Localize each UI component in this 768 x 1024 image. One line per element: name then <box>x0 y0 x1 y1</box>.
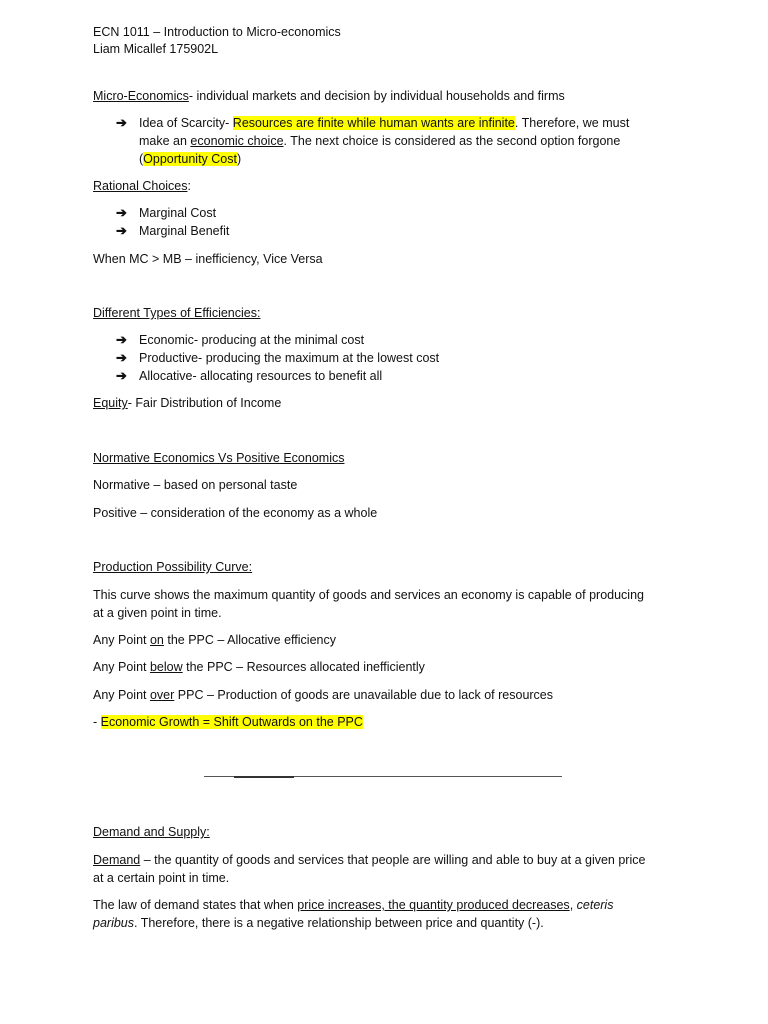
arrow-bullet-icon: ➔ <box>116 223 127 238</box>
opportunity-cost-line: (Opportunity Cost) <box>139 152 242 166</box>
law-of-demand-line-2: paribus. Therefore, there is a negative relationship between price and quantity (-). <box>93 916 544 930</box>
list-item: Economic- producing at the minimal cost <box>139 333 365 347</box>
micro-economics-definition: Micro-Economics- individual markets and decision by individual households and firms <box>93 89 565 103</box>
author-line: Liam Micallef 175902L <box>93 42 219 56</box>
normative-positive-heading: Normative Economics Vs Positive Economics <box>93 451 345 465</box>
demand-definition-line-2: at a certain point in time. <box>93 871 230 885</box>
equity-definition: Equity- Fair Distribution of Income <box>93 396 282 410</box>
list-item: Marginal Cost <box>139 206 217 220</box>
normative-line: Normative – based on personal taste <box>93 478 298 492</box>
opportunity-cost-highlight: Opportunity Cost <box>143 152 237 166</box>
demand-supply-heading: Demand and Supply: <box>93 825 210 839</box>
ppc-on-line: Any Point on the PPC – Allocative efficiency <box>93 633 336 647</box>
efficiencies-heading: Different Types of Efficiencies: <box>93 306 261 320</box>
course-title: ECN 1011 – Introduction to Micro-economics <box>93 25 341 39</box>
rational-choices-heading: Rational Choices: <box>93 179 191 193</box>
horizontal-divider <box>204 776 562 777</box>
ppc-heading: Production Possibility Curve: <box>93 560 253 574</box>
scarcity-line: Idea of Scarcity- Resources are finite while human wants are infinite. Therefore, we must <box>139 116 630 130</box>
ppc-description-line-1: This curve shows the maximum quantity of goods and services an economy is capable of producing <box>93 588 644 602</box>
arrow-bullet-icon: ➔ <box>116 368 127 383</box>
economic-growth-highlight: Economic Growth = Shift Outwards on the PPC <box>100 715 363 729</box>
list-item: Allocative- allocating resources to benefit all <box>139 369 383 383</box>
micro-economics-term: Micro-Economics <box>93 89 189 103</box>
ppc-over-line: Any Point over PPC – Production of goods are unavailable due to lack of resources <box>93 688 554 702</box>
demand-term: Demand <box>93 853 141 867</box>
demand-definition-line-1: Demand – the quantity of goods and services that people are willing and able to buy at a given price <box>93 853 646 867</box>
ppc-below-line: Any Point below the PPC – Resources allocated inefficiently <box>93 660 425 674</box>
arrow-bullet-icon: ➔ <box>116 205 127 220</box>
economic-growth-line: - Economic Growth = Shift Outwards on the PPC <box>93 715 363 729</box>
arrow-bullet-icon: ➔ <box>116 332 127 347</box>
scarcity-highlight: Resources are finite while human wants are infinite <box>232 116 515 130</box>
list-item: Marginal Benefit <box>139 224 230 238</box>
law-of-demand-line-1: The law of demand states that when price increases, the quantity produced decreases, ceteris <box>93 898 614 912</box>
arrow-bullet-icon: ➔ <box>116 350 127 365</box>
equity-term: Equity <box>93 396 128 410</box>
mc-mb-note: When MC > MB – inefficiency, Vice Versa <box>93 252 323 266</box>
arrow-bullet-icon: ➔ <box>116 115 127 130</box>
positive-line: Positive – consideration of the economy as a whole <box>93 506 378 520</box>
economic-choice-term: economic choice <box>190 134 284 148</box>
economic-choice-line: make an economic choice. The next choice is considered as the second option forgone <box>139 134 621 148</box>
ppc-description-line-2: at a given point in time. <box>93 606 222 620</box>
list-item: Productive- producing the maximum at the lowest cost <box>139 351 440 365</box>
